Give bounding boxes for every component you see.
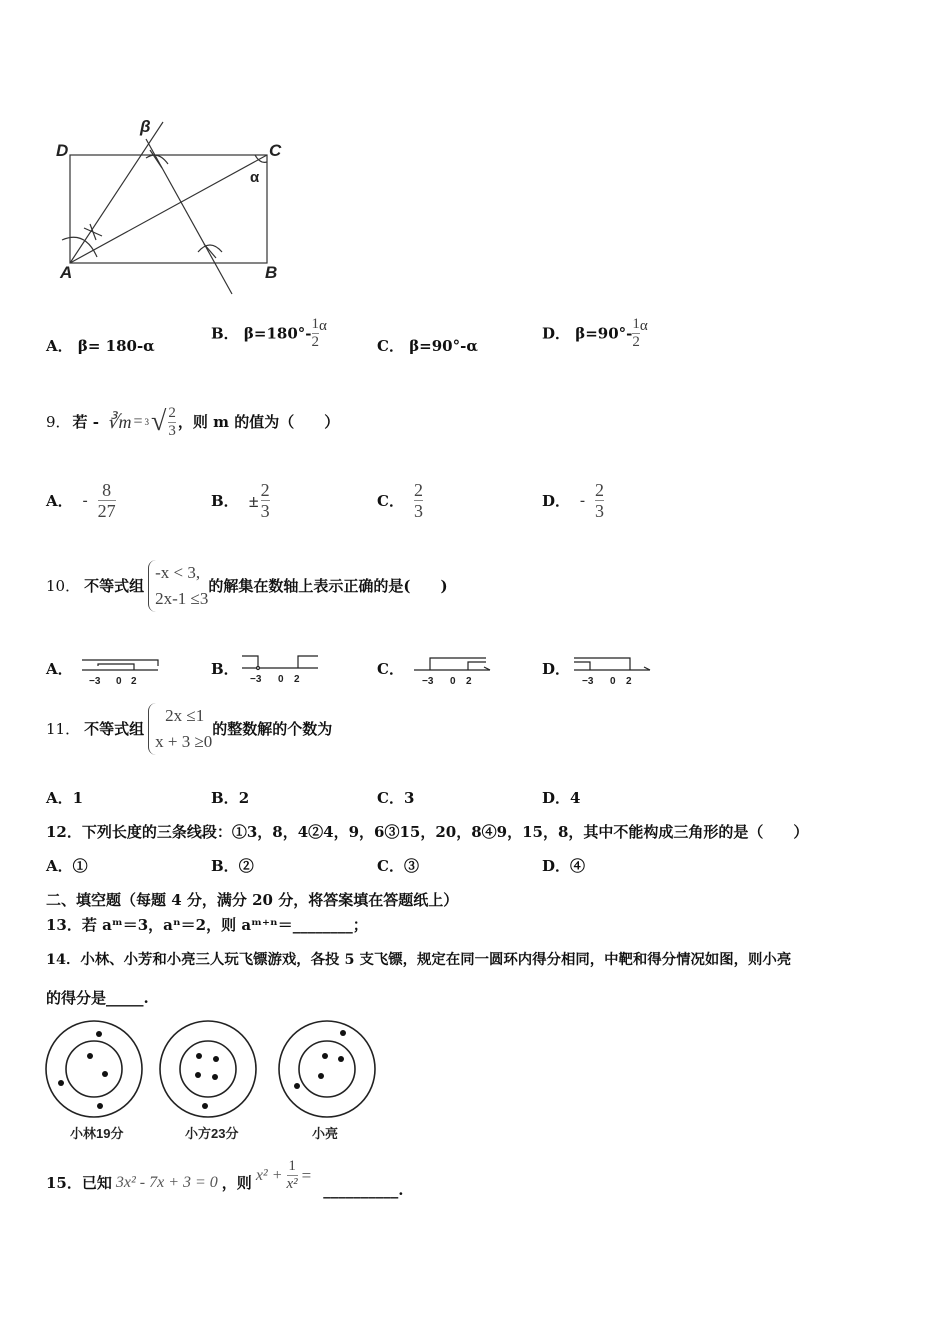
q14-line1: 14．小林、小芳和小亮三人玩飞镖游戏，各投 5 支飞镖，规定在同一圆环内得分相同，中靶和得分情况如图，则小亮 bbox=[46, 951, 792, 968]
dart bbox=[202, 1103, 208, 1109]
target-2-inner bbox=[180, 1041, 236, 1097]
svg-text:−3: −3 bbox=[422, 676, 434, 687]
q9-stem: 9． 若 - ∛m = 3 √ $\frac{2}{3}$ ，则 m 的值为（ ） bbox=[46, 404, 340, 439]
q8-option-b[interactable]: B． β=180°- $\frac{1}{2}$ α bbox=[211, 316, 327, 350]
svg-text:2: 2 bbox=[131, 676, 137, 687]
q10-stem: 10． 不等式组 -x < 3, 2x-1 ≤3 的解集在数轴上表示正确的是( ) bbox=[46, 560, 448, 612]
svg-text:−3: −3 bbox=[89, 676, 101, 687]
fraction: $\frac{2}{3}$ bbox=[168, 404, 176, 439]
q9-option-a[interactable]: A． - $\frac{8}{27}$ bbox=[46, 480, 116, 521]
arc-mark-3 bbox=[198, 244, 222, 258]
dart bbox=[97, 1103, 103, 1109]
number-line-c bbox=[410, 652, 494, 688]
number-line-d bbox=[570, 652, 654, 688]
q10-option-a[interactable]: A． bbox=[46, 660, 73, 678]
svg-text:0: 0 bbox=[278, 674, 284, 685]
svg-text:0: 0 bbox=[116, 676, 122, 687]
svg-text:2: 2 bbox=[294, 674, 300, 685]
fraction: $\frac{2}{3}$ bbox=[413, 480, 423, 521]
q11-option-c[interactable]: C．3 bbox=[377, 789, 415, 807]
dart bbox=[102, 1071, 108, 1077]
q12-option-b[interactable]: B．② bbox=[211, 857, 254, 875]
crossing-line bbox=[146, 139, 232, 294]
q11-option-d[interactable]: D．4 bbox=[542, 789, 581, 807]
dart bbox=[196, 1053, 202, 1059]
q8-option-d[interactable]: D． β=90°- $\frac{1}{2}$ α bbox=[542, 316, 648, 350]
target-caption: 小亮 bbox=[312, 1126, 339, 1141]
dart bbox=[58, 1080, 64, 1086]
target-1-outer bbox=[46, 1021, 142, 1117]
q15-stem: 15．已知 3x² - 7x + 3 = 0 ，则 x² + $\frac{1}{\text{x²}}$ = __________. bbox=[46, 1158, 404, 1199]
q8-rectangle-figure bbox=[50, 112, 310, 302]
dart bbox=[87, 1053, 93, 1059]
q12-option-c[interactable]: C．③ bbox=[377, 857, 419, 875]
target-3-outer bbox=[279, 1021, 375, 1117]
fraction: $\frac{1}{2}$ bbox=[632, 316, 640, 350]
inequality-system: 2x ≤1 x + 3 ≥0 bbox=[148, 703, 212, 755]
q11-option-a[interactable]: A．1 bbox=[46, 789, 84, 807]
q14-line2: 的得分是_____. bbox=[46, 989, 149, 1007]
dart-targets bbox=[40, 1016, 385, 1146]
q12-option-a[interactable]: A．① bbox=[46, 857, 88, 875]
dart bbox=[338, 1056, 344, 1062]
svg-text:2: 2 bbox=[466, 676, 472, 687]
svg-text:0: 0 bbox=[450, 676, 456, 687]
svg-text:−3: −3 bbox=[250, 674, 262, 685]
dart bbox=[340, 1030, 346, 1036]
svg-text:0: 0 bbox=[610, 676, 616, 687]
section-heading: 二、填空题（每题 4 分，满分 20 分，将答案填在答题纸上） bbox=[46, 891, 459, 909]
target-1-inner bbox=[66, 1041, 122, 1097]
label-c: C bbox=[269, 141, 282, 160]
q9-option-d[interactable]: D． - $\frac{2}{3}$ bbox=[542, 480, 605, 521]
q8-option-a[interactable]: A． β= 180-α bbox=[46, 337, 155, 355]
label-d: D bbox=[56, 141, 69, 160]
svg-text:−3: −3 bbox=[582, 676, 594, 687]
number-line-b bbox=[238, 652, 322, 688]
fraction: $\frac{2}{3}$ bbox=[260, 480, 270, 521]
q11-option-b[interactable]: B．2 bbox=[211, 789, 250, 807]
number-line-a bbox=[78, 652, 162, 688]
svg-text:2: 2 bbox=[626, 676, 632, 687]
q10-option-d[interactable]: D． bbox=[542, 660, 571, 678]
fraction: $\frac{8}{27}$ bbox=[97, 480, 116, 521]
arc-at-a bbox=[62, 237, 97, 257]
q12-option-d[interactable]: D．④ bbox=[542, 857, 586, 875]
inequality-system: -x < 3, 2x-1 ≤3 bbox=[148, 560, 208, 612]
diagonal-ac bbox=[70, 155, 267, 263]
label-alpha: α bbox=[250, 169, 260, 186]
line-through-a bbox=[70, 122, 163, 263]
label-beta: β bbox=[140, 117, 151, 136]
label-b: B bbox=[265, 263, 278, 282]
q10-option-b[interactable]: B． bbox=[211, 660, 239, 678]
q9-option-b[interactable]: B． ± $\frac{2}{3}$ bbox=[211, 480, 270, 521]
label-a: A bbox=[60, 263, 73, 282]
dart bbox=[212, 1074, 218, 1080]
fraction: $\frac{1}{2}$ bbox=[311, 316, 319, 350]
q13-stem: 13．若 aᵐ＝3，aⁿ＝2，则 aᵐ⁺ⁿ＝________； bbox=[46, 916, 368, 934]
dart bbox=[318, 1073, 324, 1079]
dart bbox=[322, 1053, 328, 1059]
fraction: $\frac{2}{3}$ bbox=[595, 480, 605, 521]
q8-option-c[interactable]: C． β=90°-α bbox=[377, 337, 478, 355]
q11-stem: 11． 不等式组 2x ≤1 x + 3 ≥0 的整数解的个数为 bbox=[46, 703, 332, 755]
dart bbox=[195, 1072, 201, 1078]
target-caption: 小林19分 bbox=[70, 1126, 124, 1141]
q12-stem: 12．下列长度的三条线段：①3，8，4②4，9，6③15，20，8④9，15，8，其中不能构成三角形的是（ ） bbox=[46, 823, 809, 841]
fraction: $\frac{1}{\text{x²}}$ bbox=[286, 1158, 298, 1192]
dart bbox=[294, 1083, 300, 1089]
target-caption: 小方23分 bbox=[185, 1126, 239, 1141]
q9-option-c[interactable]: C． $\frac{2}{3}$ bbox=[377, 480, 423, 521]
dart bbox=[213, 1056, 219, 1062]
target-2-outer bbox=[160, 1021, 256, 1117]
q10-option-c[interactable]: C． bbox=[377, 660, 404, 678]
dart bbox=[96, 1031, 102, 1037]
target-3-inner bbox=[299, 1041, 355, 1097]
